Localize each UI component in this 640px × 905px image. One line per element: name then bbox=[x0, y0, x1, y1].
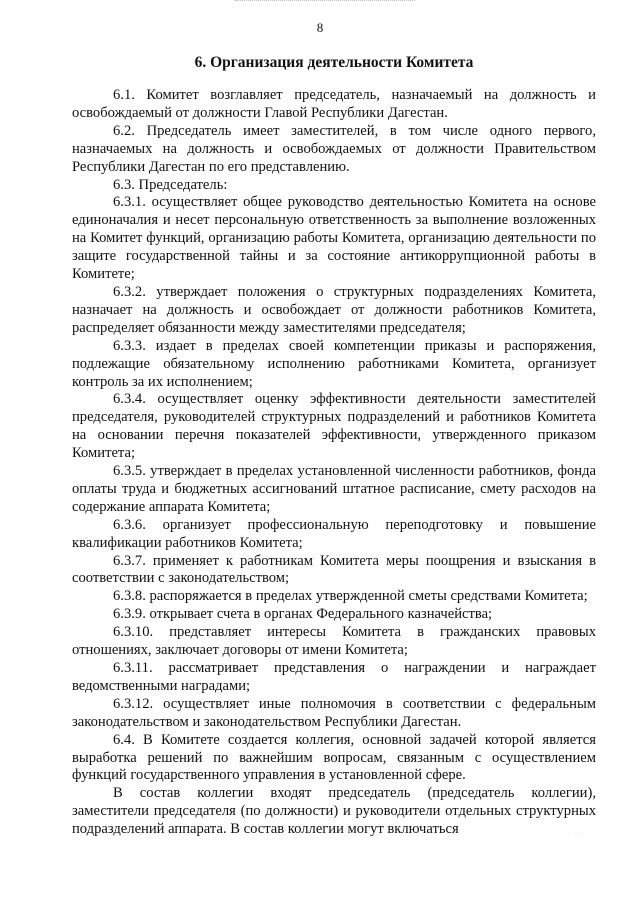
paragraph-6-3-8: 6.3.8. распоряжается в пределах утвержденной сметы средствами Комитета; bbox=[113, 588, 588, 605]
paragraph-6-3-4: 6.3.4. осуществляет оценку эффективности деятельности заместителей председателя, руководителей структурных подразделений и работников Комитета на основании перечня показателей эффективности, утвержденного приказом Комитета; bbox=[72, 391, 596, 462]
paragraph-6-3-1: 6.3.1. осуществляет общее руководство деятельностью Комитета на основе единоначалия и несет персональную ответственность за выполнение возложенных на Комитет функций, организацию работы Комитета, организацию деятельности по защите государственной тайны и за состояние антикоррупционной работы в Комитете; bbox=[72, 194, 596, 283]
scan-artifact-dots: · · bbox=[574, 830, 582, 839]
paragraph-6-3-3: 6.3.3. издает в пределах своей компетенции приказы и распоряжения, подлежащие обязательному исполнению работниками Комитета, организует контроль за их исполнением; bbox=[72, 337, 596, 390]
paragraph-6-3-7: 6.3.7. применяет к работникам Комитета меры поощрения и взыскания в соответствии с законодательством; bbox=[72, 552, 596, 587]
section-heading: 6. Организация деятельности Комитета bbox=[194, 54, 474, 71]
paragraph-6-3-10: 6.3.10. представляет интересы Комитета в гражданских правовых отношениях, заключает договоры от имени Комитета; bbox=[72, 624, 596, 659]
paragraph-6-3-11: 6.3.11. рассматривает представления о награждении и награждает ведомственными наградами; bbox=[72, 660, 596, 694]
paragraph-6-1: 6.1. Комитет возглавляет председатель, назначаемый на должность и освобождаемый от должности Главой Республики Дагестан. bbox=[72, 87, 596, 121]
paragraph-6-3: 6.3. Председатель: bbox=[113, 176, 228, 193]
document-body bbox=[72, 87, 596, 839]
paragraph-6-3-2: 6.3.2. утверждает положения о структурных подразделениях Комитета, назначает на должность и освобождает от должности работников Комитета, распределяет обязанности между заместителями председателя; bbox=[72, 283, 596, 336]
paragraph-6-3-6: 6.3.6. организует профессиональную переподготовку и повышение квалификации работников Комитета; bbox=[72, 516, 596, 551]
paragraph-6-3-5: 6.3.5. утверждает в пределах установленной численности работников, фонда оплаты труда и бюджетных ассигнований штатное расписание, смету расходов на содержание аппарата Комитета; bbox=[72, 463, 596, 515]
paragraph-6-2: 6.2. Председатель имеет заместителей, в том числе одного первого, назначаемых на должность и освобождаемых от должности Правительством Республики Дагестан по его представлению. bbox=[72, 122, 596, 175]
paragraph-6-3-9: 6.3.9. открывает счета в органах Федерального казначейства; bbox=[113, 606, 493, 623]
scan-artifact-line bbox=[235, 0, 415, 2]
page-number: 8 bbox=[316, 20, 324, 35]
paragraph-6-4: 6.4. В Комитете создается коллегия, основной задачей которой является выработка решений по важнейшим вопросам, связанным с осуществлением функций государственного управления в установленной сфере. bbox=[72, 731, 596, 784]
paragraph-6-3-12: 6.3.12. осуществляет иные полномочия в соответствии с федеральным законодательством и законодательством Республики Дагестан. bbox=[72, 695, 596, 730]
paragraph-collegium-composition: В состав коллегии входят председатель (председатель коллегии), заместители председателя (по должности) и руководители отдельных структурных подразделений аппарата. В состав коллегии могут включаться bbox=[72, 785, 596, 838]
